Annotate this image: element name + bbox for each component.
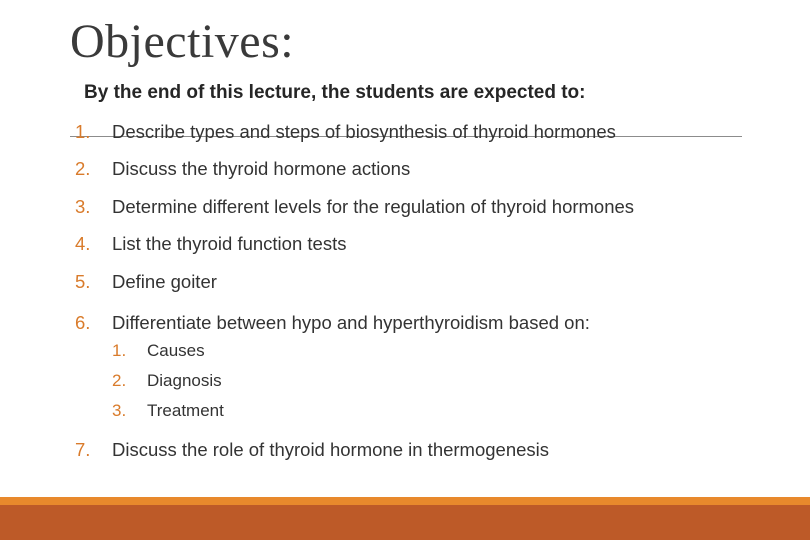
- list-text: Discuss the thyroid hormone actions: [112, 158, 411, 179]
- sublist-text: Diagnosis: [147, 371, 222, 390]
- list-text: Discuss the role of thyroid hormone in thermogenesis: [112, 439, 550, 460]
- list-text: Differentiate between hypo and hyperthyroidism based on:: [112, 312, 590, 333]
- sublist-number: 1.: [112, 341, 127, 360]
- list-number: 5.: [75, 271, 91, 292]
- slide-title: Objectives:: [70, 15, 295, 68]
- list-text: List the thyroid function tests: [112, 233, 347, 254]
- footer-bar: [0, 505, 810, 540]
- list-text: Define goiter: [112, 271, 217, 292]
- sublist-text: Causes: [147, 341, 205, 360]
- objective-item-5: [75, 271, 217, 293]
- sublist-text: Treatment: [147, 401, 224, 420]
- list-number: 3.: [75, 196, 91, 217]
- sublist-number: 3.: [112, 401, 127, 420]
- objective-item-2: [75, 158, 410, 180]
- list-number: 4.: [75, 233, 91, 254]
- slide-intro: By the end of this lecture, the students are expected to:: [84, 82, 586, 103]
- list-text: Describe types and steps of biosynthesis of thyroid hormones: [112, 121, 616, 142]
- subitem-causes: [112, 341, 205, 361]
- objective-item-6: [75, 312, 590, 334]
- objective-item-7: [75, 439, 549, 461]
- list-number: 6.: [75, 312, 91, 333]
- list-number: 7.: [75, 439, 91, 460]
- objective-item-3: [75, 196, 634, 218]
- list-text: Determine different levels for the regulation of thyroid hormones: [112, 196, 635, 217]
- footer-accent-bar: [0, 497, 810, 505]
- list-number: 1.: [75, 121, 91, 142]
- objective-item-1: [75, 121, 616, 143]
- subitem-diagnosis: [112, 371, 222, 391]
- subitem-treatment: [112, 401, 224, 421]
- list-number: 2.: [75, 158, 91, 179]
- objective-item-4: [75, 233, 346, 255]
- sublist-number: 2.: [112, 371, 127, 390]
